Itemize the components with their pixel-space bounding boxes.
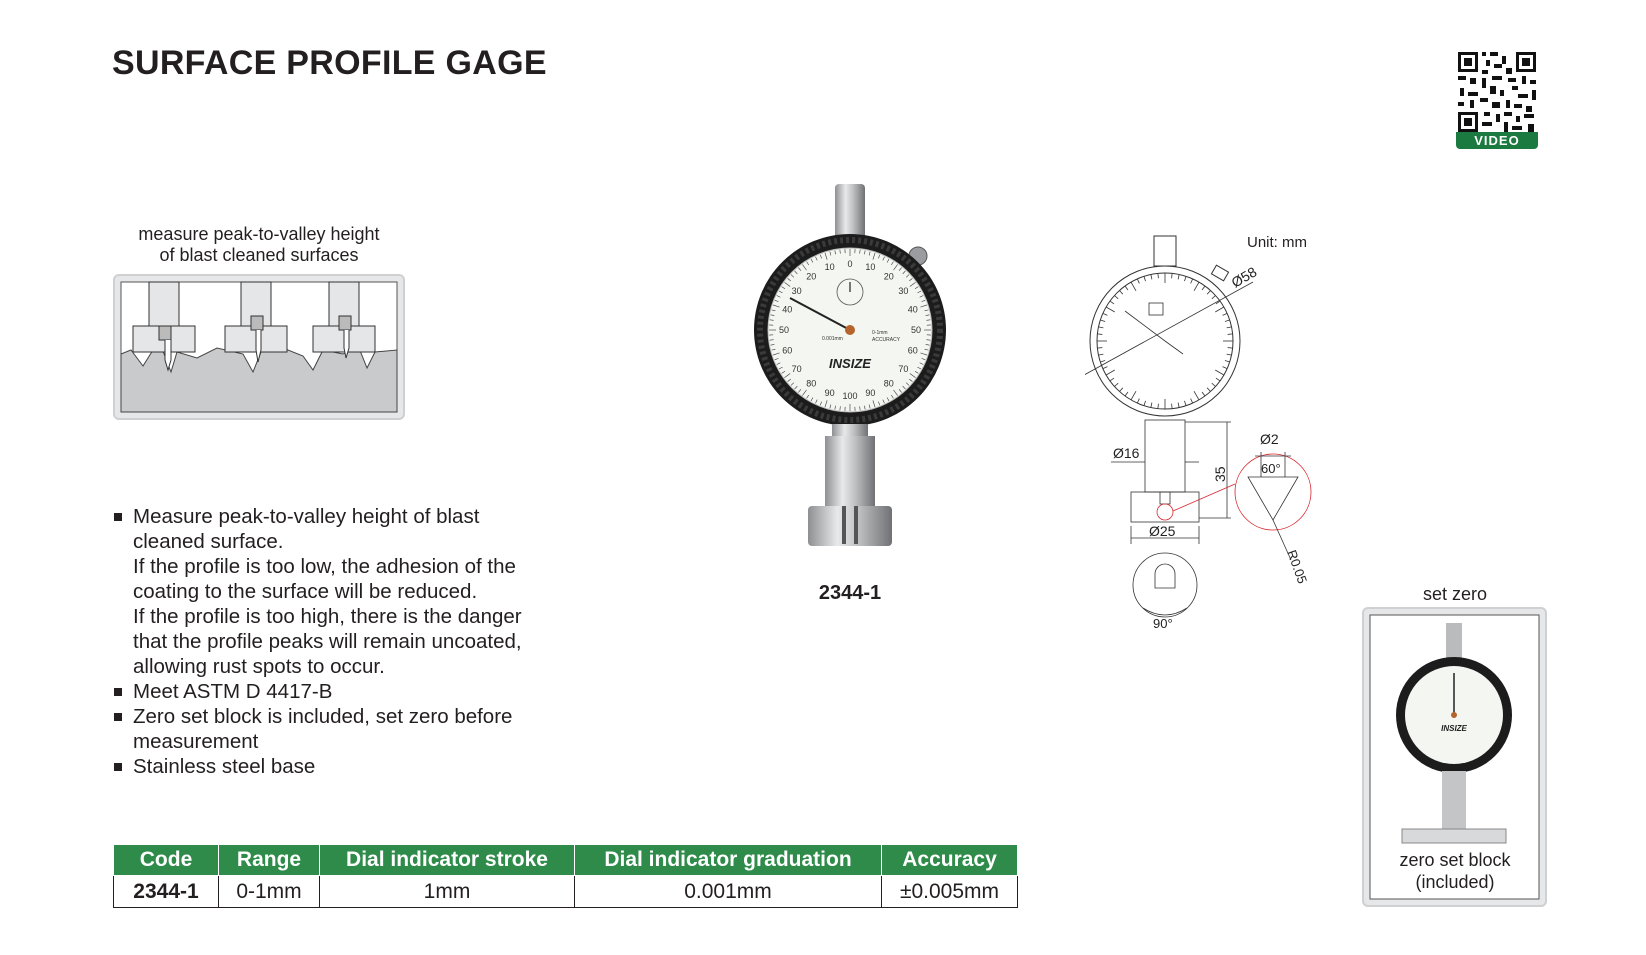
col-header-code: Code <box>114 845 219 876</box>
dial-number: 40 <box>907 304 918 315</box>
drawing-tick <box>1119 388 1122 392</box>
drawing-tick <box>1151 403 1152 408</box>
dial-number: 10 <box>824 262 835 273</box>
feature-item: Zero set block is included, set zero before measurement <box>112 704 572 754</box>
drawing-tick <box>1207 388 1210 392</box>
drawing-tick <box>1100 360 1105 362</box>
dial-number: 80 <box>883 378 894 389</box>
brand-logo: INSIZE <box>829 356 871 371</box>
drawing-tick <box>1216 378 1220 381</box>
drawing-tick <box>1114 295 1118 298</box>
zero-block-caption-line1: zero set block <box>1399 850 1511 870</box>
dial-number: 60 <box>782 345 793 356</box>
dial-number: 0 <box>847 259 853 269</box>
spec-table-header-row <box>114 845 1018 876</box>
drawing-tick <box>1184 401 1186 406</box>
dim-tip-radius: R0.05 <box>1284 547 1311 586</box>
zero-block-caption <box>1366 849 1544 893</box>
technical-drawing <box>1085 230 1355 640</box>
unit-label: Unit: mm <box>1247 234 1307 251</box>
drawing-tick <box>1223 367 1228 369</box>
dim-stem-dia: Ø16 <box>1113 445 1140 461</box>
drawing-tick <box>1125 392 1128 396</box>
illustration-caption-line2: of blast cleaned surfaces <box>159 245 359 265</box>
drawing-tick <box>1228 334 1233 335</box>
drawing-tick <box>1207 290 1210 294</box>
qr-video-label: VIDEO <box>1456 132 1538 149</box>
dial-number: 50 <box>910 325 922 335</box>
dial-number: 60 <box>907 345 918 356</box>
drawing-tick <box>1098 354 1103 355</box>
drawing-tick <box>1184 276 1186 281</box>
drawing-tick <box>1228 348 1233 349</box>
qr-code-icon <box>1456 50 1538 134</box>
drawing-tick <box>1137 279 1139 284</box>
dial-number: 20 <box>883 271 894 282</box>
dim-base-dia: Ø25 <box>1149 523 1176 539</box>
col-header-range: Range <box>219 845 320 876</box>
drawing-tick <box>1158 404 1159 409</box>
col-header-graduation: Dial indicator graduation <box>575 845 882 876</box>
feature-item: Meet ASTM D 4417-B <box>112 679 572 704</box>
drawing-tick <box>1100 320 1105 322</box>
drawing-tick <box>1151 274 1152 279</box>
drawing-tick <box>1215 307 1224 312</box>
drawing-tick <box>1212 295 1216 298</box>
dim-base-angle: 90° <box>1153 616 1173 631</box>
cell-graduation: 0.001mm <box>575 876 882 908</box>
drawing-tick <box>1098 327 1103 328</box>
dim-tip-angle: 60° <box>1261 461 1281 476</box>
zero-block-caption-line2: (included) <box>1415 872 1495 892</box>
product-image <box>750 180 950 555</box>
drawing-tick <box>1172 404 1173 409</box>
drawing-tick <box>1227 327 1232 328</box>
feature-item: Stainless steel base <box>112 754 572 779</box>
drawing-tick <box>1202 392 1205 396</box>
product-model-label: 2344-1 <box>818 582 882 604</box>
dim-tip-dia: Ø2 <box>1260 431 1279 447</box>
dial-number: 80 <box>806 378 817 389</box>
dial-number: 20 <box>806 271 817 282</box>
col-header-stroke: Dial indicator stroke <box>320 845 575 876</box>
dim-dial-dia: Ø58 <box>1228 263 1260 291</box>
drawing-tick <box>1097 334 1102 335</box>
drawing-tick <box>1202 286 1205 290</box>
drawing-tick <box>1194 391 1199 400</box>
illustration-caption <box>114 224 404 266</box>
table-row <box>114 876 1018 908</box>
feature-item: Measure peak-to-valley height of blast cleaned surface. If the profile is too low, the adhesion of the coating to the surface will be reduced. If the profile is too high, there is the danger that the profile peaks will remain uncoated, allowing rust spots to occur. <box>112 504 572 679</box>
drawing-tick <box>1119 290 1122 294</box>
drawing-tick <box>1106 307 1115 312</box>
drawing-tick <box>1097 348 1102 349</box>
drawing-tick <box>1172 273 1173 278</box>
drawing-tick <box>1106 370 1115 375</box>
drawing-tick <box>1225 360 1230 362</box>
dial-number: 30 <box>791 286 802 297</box>
col-header-accuracy: Accuracy <box>882 845 1018 876</box>
illustration-caption-line1: measure peak-to-valley height <box>138 224 380 244</box>
feature-list <box>112 504 572 779</box>
drawing-tick <box>1125 286 1128 290</box>
drawing-tick <box>1110 378 1114 381</box>
drawing-tick <box>1194 282 1199 291</box>
dial-text-right2: ACCURACY <box>872 337 901 343</box>
spec-table <box>113 844 1018 908</box>
drawing-tick <box>1158 273 1159 278</box>
drawing-tick <box>1191 279 1193 284</box>
drawing-tick <box>1225 320 1230 322</box>
drawing-tick <box>1191 399 1193 404</box>
drawing-tick <box>1137 399 1139 404</box>
cell-accuracy: ±0.005mm <box>882 876 1018 908</box>
dial-number: 90 <box>824 387 835 398</box>
cell-code: 2344-1 <box>114 876 219 908</box>
drawing-tick <box>1227 354 1232 355</box>
dial-number: 50 <box>778 325 790 335</box>
drawing-tick <box>1212 383 1216 386</box>
drawing-tick <box>1110 301 1114 304</box>
dial-number: 30 <box>898 286 909 297</box>
dial-number: 40 <box>782 304 793 315</box>
set-zero-brand: INSIZE <box>1441 724 1467 733</box>
dial-text-right1: 0-1mm <box>872 330 888 336</box>
drawing-tick <box>1144 276 1146 281</box>
drawing-tick <box>1215 370 1224 375</box>
dial-text-left: 0.001mm <box>822 336 843 342</box>
dial-number: 70 <box>898 363 909 374</box>
drawing-tick <box>1178 403 1179 408</box>
drawing-tick <box>1131 282 1136 291</box>
dial-number: 70 <box>791 363 802 374</box>
dial-number: 100 <box>842 391 858 401</box>
cell-range: 0-1mm <box>219 876 320 908</box>
drawing-tick <box>1103 313 1108 315</box>
drawing-tick <box>1144 401 1146 406</box>
drawing-tick <box>1114 383 1118 386</box>
dial-number: 10 <box>865 262 876 273</box>
page-title: SURFACE PROFILE GAGE <box>112 44 547 82</box>
set-zero-caption: set zero <box>1422 584 1488 604</box>
drawing-tick <box>1223 313 1228 315</box>
dim-height: 35 <box>1212 466 1228 482</box>
drawing-tick <box>1131 391 1136 400</box>
drawing-tick <box>1103 367 1108 369</box>
cell-stroke: 1mm <box>320 876 575 908</box>
measurement-illustration <box>113 274 405 420</box>
dial-number: 90 <box>865 387 876 398</box>
drawing-tick <box>1178 274 1179 279</box>
